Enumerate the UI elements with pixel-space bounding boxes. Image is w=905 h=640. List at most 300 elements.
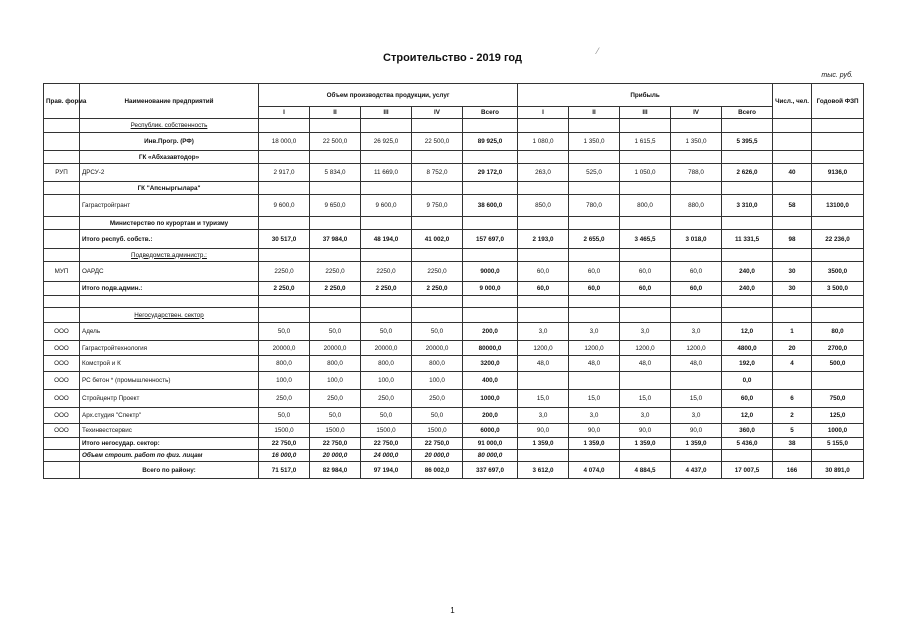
cell-profit-total: 2 626,0 [722, 164, 773, 182]
cell-fzp: 750,0 [812, 390, 864, 408]
cell-volume-q3: 2250,0 [361, 262, 412, 282]
cell-empty [812, 217, 864, 230]
header-profit-total: Всего [722, 107, 773, 119]
cell-profit-total: 3 310,0 [722, 195, 773, 217]
table-row [44, 133, 864, 151]
cell-name: ДРСУ-2 [80, 164, 259, 182]
cell-fzp [812, 450, 864, 462]
table-row [44, 151, 864, 164]
cell-empty [259, 119, 310, 133]
cell-profit-q3: 3,0 [620, 408, 671, 424]
cell-profit-q2: 1 350,0 [569, 133, 620, 151]
cell-form: ООО [44, 323, 80, 341]
header-profit-q3: III [620, 107, 671, 119]
cell-name: Гаграстройгрант [80, 195, 259, 217]
cell-empty [569, 151, 620, 164]
cell-form [44, 249, 80, 262]
cell-volume-q1: 2 250,0 [259, 282, 310, 296]
cell-volume-q4: 2250,0 [412, 262, 463, 282]
cell-volume-q2: 1500,0 [310, 424, 361, 438]
cell-volume-q3: 97 194,0 [361, 462, 412, 479]
cell-form: ООО [44, 408, 80, 424]
table-row [44, 217, 864, 230]
cell-empty [361, 249, 412, 262]
cell-volume-q3: 26 925,0 [361, 133, 412, 151]
cell-empty [310, 217, 361, 230]
table-row [44, 262, 864, 282]
header-volume-q1: I [259, 107, 310, 119]
section-header: Республик. собственность [80, 119, 259, 133]
cell-profit-total: 60,0 [722, 390, 773, 408]
cell-name: Арх.студия "Спектр" [80, 408, 259, 424]
cell-empty [412, 308, 463, 323]
cell-volume-q3: 9 600,0 [361, 195, 412, 217]
table-row [44, 164, 864, 182]
cell-empty [722, 182, 773, 195]
cell-form [44, 462, 80, 479]
cell-name: Стройцентр Проект [80, 390, 259, 408]
cell-profit-q2: 780,0 [569, 195, 620, 217]
table-row [44, 119, 864, 133]
cell-profit-q1: 1 359,0 [518, 438, 569, 450]
cell-name: Комстрой и К [80, 356, 259, 372]
cell-fzp [812, 133, 864, 151]
table-row [44, 296, 864, 308]
cell-profit-q4: 90,0 [671, 424, 722, 438]
cell-empty [463, 217, 518, 230]
cell-staff [773, 372, 812, 390]
cell-profit-q2 [569, 372, 620, 390]
cell-empty [812, 249, 864, 262]
section-header: Подведомств.администр.: [80, 249, 259, 262]
cell-profit-total: 192,0 [722, 356, 773, 372]
cell-profit-q1: 1 080,0 [518, 133, 569, 151]
cell-empty [518, 308, 569, 323]
cell-volume-q2: 9 650,0 [310, 195, 361, 217]
cell-profit-q2: 60,0 [569, 262, 620, 282]
table-row [44, 341, 864, 356]
cell-volume-q1: 2 917,0 [259, 164, 310, 182]
cell-profit-q3: 800,0 [620, 195, 671, 217]
page-title: Строительство - 2019 год [383, 52, 522, 64]
cell-empty [722, 249, 773, 262]
cell-staff: 58 [773, 195, 812, 217]
cell-staff: 20 [773, 341, 812, 356]
cell-empty [569, 296, 620, 308]
cell-volume-q4: 800,0 [412, 356, 463, 372]
table-row [44, 195, 864, 217]
table-row [44, 450, 864, 462]
cell-form [44, 133, 80, 151]
cell-name: Техинвестсервис [80, 424, 259, 438]
cell-form: ООО [44, 341, 80, 356]
cell-volume-total: 91 000,0 [463, 438, 518, 450]
header-form: Прав. форма [44, 84, 80, 119]
cell-empty [259, 151, 310, 164]
cell-volume-total: 38 600,0 [463, 195, 518, 217]
cell-profit-q1: 15,0 [518, 390, 569, 408]
table-row [44, 408, 864, 424]
cell-form: ООО [44, 372, 80, 390]
cell-form: ООО [44, 356, 80, 372]
cell-volume-q2: 20000,0 [310, 341, 361, 356]
cell-empty [569, 119, 620, 133]
cell-volume-q1: 50,0 [259, 408, 310, 424]
cell-empty [259, 182, 310, 195]
cell-empty [569, 308, 620, 323]
cell-profit-q1 [518, 372, 569, 390]
cell-empty [620, 308, 671, 323]
cell-volume-q4: 8 752,0 [412, 164, 463, 182]
cell-empty [259, 296, 310, 308]
cell-empty [412, 182, 463, 195]
cell-staff: 30 [773, 282, 812, 296]
construction-table [43, 83, 864, 479]
cell-form [44, 230, 80, 249]
table-row [44, 282, 864, 296]
table-row [44, 182, 864, 195]
cell-volume-total: 89 925,0 [463, 133, 518, 151]
cell-profit-q3: 90,0 [620, 424, 671, 438]
cell-empty [310, 249, 361, 262]
cell-empty [671, 217, 722, 230]
cell-fzp: 1000,0 [812, 424, 864, 438]
cell-staff: 40 [773, 164, 812, 182]
cell-profit-q4: 3,0 [671, 323, 722, 341]
cell-fzp: 500,0 [812, 356, 864, 372]
cell-empty [569, 182, 620, 195]
cell-profit-q4: 3,0 [671, 408, 722, 424]
cell-profit-q4: 788,0 [671, 164, 722, 182]
cell-profit-q2: 525,0 [569, 164, 620, 182]
cell-profit-q3 [620, 450, 671, 462]
cell-profit-total [722, 450, 773, 462]
cell-empty [722, 308, 773, 323]
cell-volume-q3: 2 250,0 [361, 282, 412, 296]
cell-profit-q2: 3,0 [569, 408, 620, 424]
cell-name: Объем строит. работ по физ. лицам [80, 450, 259, 462]
cell-profit-q4: 880,0 [671, 195, 722, 217]
cell-name: Итого негосудар. сектор: [80, 438, 259, 450]
cell-empty [671, 151, 722, 164]
header-fzp: Годовой ФЗП [812, 84, 864, 119]
cell-empty [812, 296, 864, 308]
cell-profit-q1: 90,0 [518, 424, 569, 438]
cell-volume-q3: 50,0 [361, 408, 412, 424]
cell-volume-total: 400,0 [463, 372, 518, 390]
cell-profit-q1: 3,0 [518, 408, 569, 424]
cell-empty [463, 151, 518, 164]
cell-volume-q2: 82 984,0 [310, 462, 361, 479]
group-header: ГК "Апсныргылара" [80, 182, 259, 195]
cell-fzp: 5 155,0 [812, 438, 864, 450]
cell-profit-q4 [671, 372, 722, 390]
cell-volume-q4: 22 500,0 [412, 133, 463, 151]
header-name: Наименование предприятий [80, 84, 259, 119]
header-volume: Объем производства продукции, услуг [259, 84, 518, 107]
cell-volume-total: 29 172,0 [463, 164, 518, 182]
cell-profit-q2: 3,0 [569, 323, 620, 341]
cell-fzp: 9136,0 [812, 164, 864, 182]
cell-empty [361, 119, 412, 133]
cell-volume-q3: 24 000,0 [361, 450, 412, 462]
cell-profit-total: 4800,0 [722, 341, 773, 356]
cell-profit-q4 [671, 450, 722, 462]
table-row [44, 230, 864, 249]
cell-profit-q4: 60,0 [671, 282, 722, 296]
cell-empty [722, 119, 773, 133]
group-header: ГК «Абхазавтодор» [80, 151, 259, 164]
cell-profit-q1: 3 612,0 [518, 462, 569, 479]
cell-name [80, 296, 259, 308]
cell-empty [518, 151, 569, 164]
cell-volume-q1: 30 517,0 [259, 230, 310, 249]
cell-empty [361, 182, 412, 195]
cell-volume-q3: 48 194,0 [361, 230, 412, 249]
cell-name: Гаграстройтехнология [80, 341, 259, 356]
cell-volume-q2: 800,0 [310, 356, 361, 372]
table-row [44, 462, 864, 479]
cell-volume-q3: 11 669,0 [361, 164, 412, 182]
cell-empty [310, 296, 361, 308]
cell-empty [773, 217, 812, 230]
cell-volume-q4: 50,0 [412, 323, 463, 341]
table-row [44, 438, 864, 450]
cell-staff: 5 [773, 424, 812, 438]
table-row [44, 424, 864, 438]
cell-volume-q1: 250,0 [259, 390, 310, 408]
header-staff: Числ., чел. [773, 84, 812, 119]
cell-profit-total: 12,0 [722, 408, 773, 424]
cell-profit-q3: 60,0 [620, 262, 671, 282]
cell-profit-q4: 1 359,0 [671, 438, 722, 450]
cell-empty [463, 119, 518, 133]
table-row [44, 372, 864, 390]
cell-staff: 166 [773, 462, 812, 479]
header-profit-q1: I [518, 107, 569, 119]
cell-profit-q1: 48,0 [518, 356, 569, 372]
cell-empty [812, 182, 864, 195]
cell-empty [463, 249, 518, 262]
cell-staff: 30 [773, 262, 812, 282]
cell-volume-q2: 50,0 [310, 323, 361, 341]
cell-profit-q1 [518, 450, 569, 462]
cell-empty [259, 249, 310, 262]
cell-empty [361, 308, 412, 323]
cell-empty [620, 119, 671, 133]
cell-volume-q1: 18 000,0 [259, 133, 310, 151]
cell-profit-q1: 1200,0 [518, 341, 569, 356]
cell-volume-total: 200,0 [463, 408, 518, 424]
pen-mark: ⁄ [597, 46, 599, 56]
cell-volume-q4: 20000,0 [412, 341, 463, 356]
cell-profit-q1: 850,0 [518, 195, 569, 217]
cell-empty [412, 151, 463, 164]
cell-empty [722, 151, 773, 164]
cell-empty [812, 151, 864, 164]
cell-volume-q4: 20 000,0 [412, 450, 463, 462]
cell-profit-q3: 3,0 [620, 323, 671, 341]
cell-volume-total: 9 000,0 [463, 282, 518, 296]
cell-profit-q2: 2 655,0 [569, 230, 620, 249]
cell-profit-q2: 1200,0 [569, 341, 620, 356]
cell-profit-q4: 48,0 [671, 356, 722, 372]
cell-profit-q1: 263,0 [518, 164, 569, 182]
cell-form [44, 182, 80, 195]
cell-empty [722, 217, 773, 230]
cell-staff [773, 133, 812, 151]
cell-volume-q1: 22 750,0 [259, 438, 310, 450]
cell-fzp: 3500,0 [812, 262, 864, 282]
cell-empty [463, 182, 518, 195]
cell-profit-q3: 1 359,0 [620, 438, 671, 450]
cell-name: Адель [80, 323, 259, 341]
cell-volume-q2: 50,0 [310, 408, 361, 424]
cell-profit-q3 [620, 372, 671, 390]
cell-volume-q4: 22 750,0 [412, 438, 463, 450]
cell-form [44, 151, 80, 164]
section-header: Негосударствен. сектор [80, 308, 259, 323]
cell-empty [671, 296, 722, 308]
table-row [44, 249, 864, 262]
cell-name: Всего по району: [80, 462, 259, 479]
cell-profit-q3: 1 050,0 [620, 164, 671, 182]
cell-profit-total: 12,0 [722, 323, 773, 341]
cell-volume-q1: 71 517,0 [259, 462, 310, 479]
cell-empty [773, 308, 812, 323]
cell-volume-q4: 250,0 [412, 390, 463, 408]
cell-empty [569, 249, 620, 262]
header-volume-q3: III [361, 107, 412, 119]
cell-volume-q4: 50,0 [412, 408, 463, 424]
cell-staff: 98 [773, 230, 812, 249]
cell-staff: 2 [773, 408, 812, 424]
cell-profit-total: 360,0 [722, 424, 773, 438]
cell-empty [518, 119, 569, 133]
cell-volume-q3: 250,0 [361, 390, 412, 408]
cell-volume-total: 3200,0 [463, 356, 518, 372]
cell-volume-q3: 20000,0 [361, 341, 412, 356]
cell-profit-q1: 60,0 [518, 262, 569, 282]
cell-empty [412, 217, 463, 230]
cell-empty [310, 308, 361, 323]
table-row [44, 323, 864, 341]
cell-name: Итого респуб. собств.: [80, 230, 259, 249]
cell-volume-q4: 86 002,0 [412, 462, 463, 479]
cell-volume-q3: 1500,0 [361, 424, 412, 438]
cell-empty [620, 151, 671, 164]
cell-volume-total: 6000,0 [463, 424, 518, 438]
cell-name: ОАРДС [80, 262, 259, 282]
cell-empty [620, 217, 671, 230]
cell-volume-q1: 1500,0 [259, 424, 310, 438]
cell-empty [773, 151, 812, 164]
header-volume-total: Всего [463, 107, 518, 119]
cell-volume-q1: 50,0 [259, 323, 310, 341]
cell-staff [773, 450, 812, 462]
cell-profit-q4: 1200,0 [671, 341, 722, 356]
cell-name: Инв.Прогр. (РФ) [80, 133, 259, 151]
cell-empty [671, 119, 722, 133]
cell-empty [518, 217, 569, 230]
cell-empty [671, 249, 722, 262]
cell-empty [773, 182, 812, 195]
cell-empty [620, 249, 671, 262]
cell-volume-q4: 100,0 [412, 372, 463, 390]
page-number: 1 [450, 606, 455, 615]
cell-profit-total: 5 436,0 [722, 438, 773, 450]
cell-form [44, 195, 80, 217]
cell-empty [671, 308, 722, 323]
cell-volume-q2: 22 750,0 [310, 438, 361, 450]
cell-empty [310, 151, 361, 164]
cell-fzp: 22 236,0 [812, 230, 864, 249]
cell-empty [620, 296, 671, 308]
cell-profit-q4: 1 350,0 [671, 133, 722, 151]
units-label: тыс. руб. [821, 72, 853, 79]
cell-form [44, 438, 80, 450]
cell-empty [812, 119, 864, 133]
cell-form [44, 119, 80, 133]
cell-volume-q2: 37 984,0 [310, 230, 361, 249]
cell-name: Итого подв.админ.: [80, 282, 259, 296]
cell-form [44, 296, 80, 308]
cell-form [44, 308, 80, 323]
cell-profit-q3: 48,0 [620, 356, 671, 372]
cell-volume-total: 200,0 [463, 323, 518, 341]
cell-volume-q3: 50,0 [361, 323, 412, 341]
cell-fzp: 2700,0 [812, 341, 864, 356]
cell-form: МУП [44, 262, 80, 282]
cell-empty [259, 308, 310, 323]
cell-fzp: 13100,0 [812, 195, 864, 217]
cell-volume-total: 157 697,0 [463, 230, 518, 249]
cell-empty [361, 151, 412, 164]
cell-profit-total: 0,0 [722, 372, 773, 390]
cell-fzp [812, 372, 864, 390]
cell-empty [310, 182, 361, 195]
cell-volume-total: 337 697,0 [463, 462, 518, 479]
header-profit-q4: IV [671, 107, 722, 119]
cell-empty [722, 296, 773, 308]
cell-profit-q2: 4 074,0 [569, 462, 620, 479]
cell-profit-q2: 48,0 [569, 356, 620, 372]
cell-profit-q4: 60,0 [671, 262, 722, 282]
cell-empty [569, 217, 620, 230]
cell-profit-total: 240,0 [722, 282, 773, 296]
cell-volume-q2: 5 834,0 [310, 164, 361, 182]
cell-fzp: 30 891,0 [812, 462, 864, 479]
cell-fzp: 3 500,0 [812, 282, 864, 296]
cell-empty [773, 119, 812, 133]
cell-empty [361, 296, 412, 308]
cell-staff: 6 [773, 390, 812, 408]
cell-empty [671, 182, 722, 195]
cell-empty [412, 249, 463, 262]
cell-profit-total: 17 007,5 [722, 462, 773, 479]
cell-profit-q1: 2 193,0 [518, 230, 569, 249]
cell-profit-q1: 3,0 [518, 323, 569, 341]
cell-profit-q4: 15,0 [671, 390, 722, 408]
cell-form: ООО [44, 390, 80, 408]
header-profit-q2: II [569, 107, 620, 119]
cell-empty [773, 249, 812, 262]
header-profit: Прибыль [518, 84, 773, 107]
header-volume-q2: II [310, 107, 361, 119]
cell-empty [463, 308, 518, 323]
cell-profit-q3: 4 884,5 [620, 462, 671, 479]
cell-volume-q2: 2250,0 [310, 262, 361, 282]
